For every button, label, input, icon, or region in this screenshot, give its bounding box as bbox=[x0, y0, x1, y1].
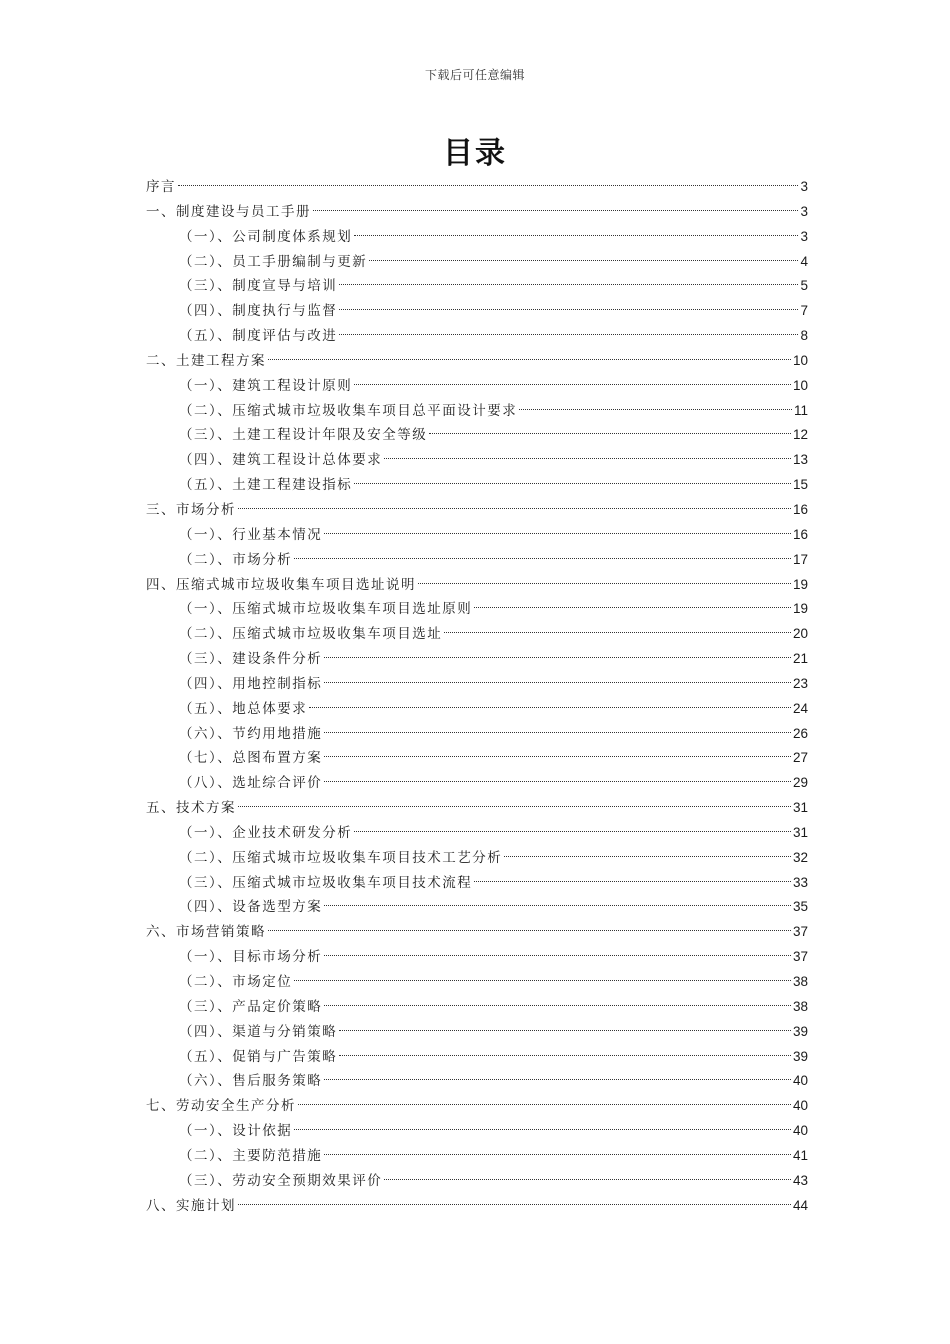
toc-entry-title: （一）、公司制度体系规划 bbox=[179, 228, 353, 245]
toc-entry-title: （一）、行业基本情况 bbox=[179, 526, 323, 543]
toc-dot-leader bbox=[298, 1104, 791, 1105]
toc-entry[interactable] bbox=[146, 498, 808, 523]
toc-dot-leader bbox=[339, 284, 798, 285]
toc-entry-title: （四）、制度执行与监督 bbox=[179, 303, 338, 320]
toc-entry[interactable] bbox=[146, 175, 808, 200]
toc-entry-title: 八、实施计划 bbox=[146, 1197, 236, 1214]
toc-entry-title: （一）、目标市场分析 bbox=[179, 949, 323, 966]
toc-entry[interactable] bbox=[146, 448, 808, 473]
toc-dot-leader bbox=[324, 657, 791, 658]
toc-entry-page-number: 10 bbox=[792, 377, 808, 393]
toc-entry-title: 七、劳动安全生产分析 bbox=[146, 1098, 296, 1115]
toc-entry[interactable] bbox=[146, 895, 808, 920]
toc-entry-title: 一、制度建设与员工手册 bbox=[146, 203, 311, 220]
toc-entry-page-number: 44 bbox=[792, 1197, 808, 1213]
toc-entry[interactable] bbox=[146, 274, 808, 299]
toc-entry-title: （七）、总图布置方案 bbox=[179, 750, 323, 767]
toc-entry-page-number: 5 bbox=[800, 278, 808, 294]
toc-entry-page-number: 39 bbox=[792, 1023, 808, 1039]
toc-entry[interactable] bbox=[146, 722, 808, 747]
toc-entry[interactable] bbox=[146, 746, 808, 771]
toc-entry[interactable] bbox=[146, 1169, 808, 1194]
toc-entry[interactable] bbox=[146, 374, 808, 399]
toc-dot-leader bbox=[313, 210, 798, 211]
toc-entry[interactable] bbox=[146, 622, 808, 647]
toc-entry-page-number: 15 bbox=[792, 477, 808, 493]
toc-dot-leader bbox=[354, 235, 798, 236]
toc-entry-title: （三）、土建工程设计年限及安全等级 bbox=[179, 427, 428, 444]
toc-entry-title: 四、压缩式城市垃圾收集车项目选址说明 bbox=[146, 576, 416, 593]
toc-entry-page-number: 4 bbox=[800, 253, 808, 269]
toc-entry[interactable] bbox=[146, 399, 808, 424]
toc-entry[interactable] bbox=[146, 573, 808, 598]
toc-entry-title: （一）、企业技术研发分析 bbox=[179, 824, 353, 841]
toc-entry-title: （五）、地总体要求 bbox=[179, 700, 308, 717]
toc-dot-leader bbox=[294, 980, 791, 981]
toc-entry[interactable] bbox=[146, 871, 808, 896]
toc-entry-page-number: 7 bbox=[800, 303, 808, 319]
toc-dot-leader bbox=[384, 458, 791, 459]
toc-dot-leader bbox=[178, 185, 798, 186]
toc-entry-title: （五）、促销与广告策略 bbox=[179, 1048, 338, 1065]
toc-title: 目录 bbox=[443, 136, 507, 171]
toc-entry-title: （二）、市场定位 bbox=[179, 974, 293, 990]
toc-entry-title: 六、市场营销策略 bbox=[146, 924, 266, 941]
toc-entry-page-number: 3 bbox=[800, 228, 808, 244]
toc-entry-page-number: 31 bbox=[792, 800, 808, 816]
toc-entry-page-number: 40 bbox=[792, 1098, 808, 1114]
toc-entry[interactable] bbox=[146, 1020, 808, 1045]
toc-dot-leader bbox=[384, 1179, 791, 1180]
toc-entry-page-number: 12 bbox=[792, 427, 808, 443]
toc-entry-page-number: 23 bbox=[792, 675, 808, 691]
toc-entry-title: （八）、选址综合评价 bbox=[179, 775, 323, 792]
toc-entry-title: （一）、压缩式城市垃圾收集车项目选址原则 bbox=[179, 601, 473, 618]
toc-entry-page-number: 3 bbox=[800, 203, 808, 219]
toc-entry-title: （一）、建筑工程设计原则 bbox=[179, 377, 353, 394]
toc-entry-page-number: 17 bbox=[792, 551, 808, 567]
toc-dot-leader bbox=[339, 334, 798, 335]
toc-entry-page-number: 39 bbox=[792, 1048, 808, 1064]
toc-entry[interactable] bbox=[146, 920, 808, 945]
toc-entry[interactable] bbox=[146, 1144, 808, 1169]
toc-dot-leader bbox=[324, 756, 791, 757]
toc-entry-page-number: 19 bbox=[792, 576, 808, 592]
toc-entry-page-number: 37 bbox=[792, 949, 808, 965]
toc-entry-page-number: 16 bbox=[792, 526, 808, 542]
toc-entry-title: （二）、压缩式城市垃圾收集车项目技术工艺分析 bbox=[179, 849, 503, 866]
toc-dot-leader bbox=[294, 558, 791, 559]
toc-entry-title: 二、土建工程方案 bbox=[146, 352, 266, 369]
toc-entry-title: 三、市场分析 bbox=[146, 501, 236, 518]
toc-entry[interactable] bbox=[146, 771, 808, 796]
toc-entry-title: （二）、压缩式城市垃圾收集车项目总平面设计要求 bbox=[179, 402, 518, 419]
toc-dot-leader bbox=[324, 682, 791, 683]
toc-dot-leader bbox=[339, 1030, 791, 1031]
toc-entry[interactable] bbox=[146, 995, 808, 1020]
toc-entry[interactable] bbox=[146, 846, 808, 871]
toc-entry-title: （五）、土建工程建设指标 bbox=[179, 477, 353, 494]
toc-entry[interactable] bbox=[146, 1119, 808, 1144]
toc-entry-title: （三）、劳动安全预期效果评价 bbox=[179, 1172, 383, 1189]
toc-dot-leader bbox=[324, 955, 791, 956]
toc-dot-leader bbox=[324, 732, 791, 733]
toc-entry[interactable] bbox=[146, 1069, 808, 1094]
toc-entry-page-number: 38 bbox=[792, 974, 808, 989]
toc-entry-page-number: 40 bbox=[792, 1123, 808, 1139]
toc-entry-title: （三）、建设条件分析 bbox=[179, 651, 323, 668]
toc-entry-page-number: 29 bbox=[792, 775, 808, 791]
toc-entry-page-number: 35 bbox=[792, 899, 808, 915]
toc-entry-page-number: 11 bbox=[793, 402, 808, 418]
toc-dot-leader bbox=[418, 583, 791, 584]
toc-dot-leader bbox=[354, 483, 791, 484]
toc-entry-title: （三）、压缩式城市垃圾收集车项目技术流程 bbox=[179, 874, 473, 891]
toc-entry[interactable] bbox=[146, 1045, 808, 1070]
toc-dot-leader bbox=[268, 359, 791, 360]
toc-entry-page-number: 26 bbox=[792, 725, 808, 741]
toc-dot-leader bbox=[339, 1055, 791, 1056]
toc-dot-leader bbox=[519, 409, 792, 410]
toc-entry[interactable] bbox=[146, 548, 808, 573]
toc-entry-page-number: 24 bbox=[792, 700, 808, 716]
toc-entry-title: （六）、售后服务策略 bbox=[179, 1073, 323, 1090]
toc-entry[interactable] bbox=[146, 349, 808, 374]
toc-entry[interactable] bbox=[146, 1094, 808, 1119]
toc-entry[interactable] bbox=[146, 597, 808, 622]
toc-entry-page-number: 3 bbox=[800, 179, 808, 194]
toc-entry-title: （二）、员工手册编制与更新 bbox=[179, 253, 368, 270]
table-of-contents bbox=[146, 175, 808, 1218]
toc-dot-leader bbox=[474, 881, 791, 882]
toc-entry[interactable] bbox=[146, 796, 808, 821]
toc-entry-page-number: 32 bbox=[792, 849, 808, 865]
toc-entry-title: （一）、设计依据 bbox=[179, 1123, 293, 1140]
toc-entry[interactable] bbox=[146, 324, 808, 349]
toc-dot-leader bbox=[324, 533, 791, 534]
page-header-note: 下载后可任意编辑 bbox=[424, 68, 525, 82]
toc-entry[interactable] bbox=[146, 672, 808, 697]
toc-dot-leader bbox=[324, 781, 791, 782]
toc-entry[interactable] bbox=[146, 821, 808, 846]
toc-entry[interactable] bbox=[146, 945, 808, 970]
toc-entry[interactable] bbox=[146, 200, 808, 225]
toc-dot-leader bbox=[238, 806, 791, 807]
toc-dot-leader bbox=[369, 260, 798, 261]
toc-entry-page-number: 40 bbox=[792, 1073, 808, 1089]
toc-entry-title: （六）、节约用地措施 bbox=[179, 725, 323, 742]
toc-dot-leader bbox=[324, 905, 791, 906]
toc-dot-leader bbox=[309, 707, 791, 708]
toc-entry-page-number: 27 bbox=[792, 750, 808, 766]
toc-entry[interactable] bbox=[146, 697, 808, 722]
toc-entry-title: （四）、设备选型方案 bbox=[179, 899, 323, 916]
toc-entry-title: （三）、产品定价策略 bbox=[179, 998, 323, 1015]
toc-dot-leader bbox=[324, 1005, 791, 1006]
toc-entry[interactable] bbox=[146, 423, 808, 448]
toc-entry-title: （四）、用地控制指标 bbox=[179, 675, 323, 692]
toc-entry-title: （四）、渠道与分销策略 bbox=[179, 1023, 338, 1040]
toc-entry-page-number: 31 bbox=[792, 824, 808, 840]
toc-entry[interactable] bbox=[146, 225, 808, 250]
toc-entry-title: 五、技术方案 bbox=[146, 800, 236, 817]
toc-dot-leader bbox=[339, 309, 798, 310]
toc-entry-title: （二）、压缩式城市垃圾收集车项目选址 bbox=[179, 626, 443, 643]
toc-dot-leader bbox=[504, 856, 791, 857]
toc-dot-leader bbox=[324, 1079, 791, 1080]
toc-entry-page-number: 37 bbox=[792, 924, 808, 940]
toc-entry-title: （四）、建筑工程设计总体要求 bbox=[179, 452, 383, 469]
toc-entry[interactable] bbox=[146, 970, 808, 995]
toc-dot-leader bbox=[444, 632, 791, 633]
toc-dot-leader bbox=[354, 384, 791, 385]
toc-entry[interactable] bbox=[146, 647, 808, 672]
toc-entry-page-number: 20 bbox=[792, 626, 808, 642]
toc-entry-page-number: 8 bbox=[800, 328, 808, 344]
toc-entry-page-number: 13 bbox=[792, 452, 808, 468]
toc-dot-leader bbox=[474, 607, 791, 608]
toc-entry-title: 序言 bbox=[146, 179, 176, 195]
toc-entry[interactable] bbox=[146, 523, 808, 548]
toc-entry-title: （五）、制度评估与改进 bbox=[179, 328, 338, 345]
toc-dot-leader bbox=[238, 1204, 791, 1205]
toc-entry-page-number: 19 bbox=[792, 601, 808, 617]
toc-entry-page-number: 41 bbox=[792, 1147, 808, 1163]
toc-dot-leader bbox=[429, 433, 791, 434]
toc-entry-title: （二）、市场分析 bbox=[179, 551, 293, 568]
toc-entry-page-number: 33 bbox=[792, 874, 808, 890]
toc-dot-leader bbox=[238, 508, 791, 509]
toc-dot-leader bbox=[294, 1129, 791, 1130]
toc-dot-leader bbox=[324, 1154, 791, 1155]
toc-entry-page-number: 16 bbox=[792, 501, 808, 517]
toc-entry[interactable] bbox=[146, 299, 808, 324]
toc-dot-leader bbox=[268, 930, 791, 931]
toc-entry-page-number: 43 bbox=[792, 1172, 808, 1188]
toc-entry[interactable] bbox=[146, 1194, 808, 1219]
toc-dot-leader bbox=[354, 831, 791, 832]
toc-entry-page-number: 10 bbox=[792, 352, 808, 368]
toc-entry-page-number: 21 bbox=[792, 651, 808, 667]
toc-entry-page-number: 38 bbox=[792, 998, 808, 1014]
toc-entry-title: （三）、制度宣导与培训 bbox=[179, 278, 338, 295]
toc-entry[interactable] bbox=[146, 250, 808, 275]
toc-entry[interactable] bbox=[146, 473, 808, 498]
toc-entry-title: （二）、主要防范措施 bbox=[179, 1147, 323, 1164]
